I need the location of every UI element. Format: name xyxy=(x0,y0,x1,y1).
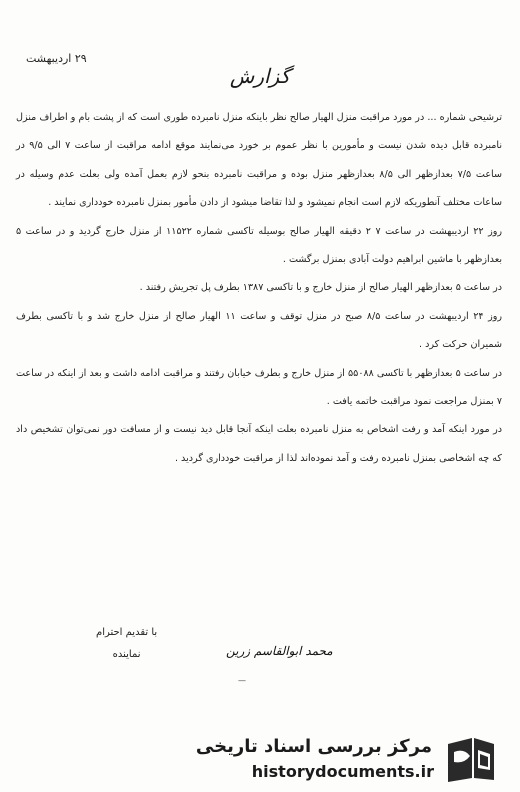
body-paragraph: در ساعت ۵ بعدازظهر الهیار صالح از منزل خارج و با تاکسی ۱۳۸۷ بطرف پل تجریش رفتند . xyxy=(139,282,502,294)
body-paragraph: در مورد اینکه آمد و رفت اشخاص به منزل نامبرده بعلت اینکه آنجا قابل دید نیست و از مسافت دور نمی‌توان تشخیص داد که چه اشخاصی بمنزل نامبرده رفت و آمد نموده‌اند لذا از مراقبت خودداری گردید . xyxy=(16,424,502,464)
document-title: گزارش xyxy=(229,64,291,88)
body-paragraph: روز ۲۴ اردیبهشت در ساعت ۸/۵ صبح در منزل توقف و ساعت ۱۱ الهیار صالح از منزل خارج شد و با تاکسی بطرف شمیران حرکت کرد . xyxy=(16,310,503,351)
body-paragraph: ترشیحی شماره ... در مورد مراقبت منزل الهیار صالح نظر باینکه منزل نامبرده طوری است که از پشت بام و اطراف منزل نامبرده قابل دیده شدن نیست و مأمورین با نظر عموم بر خورد می‌نمایند موقع ادامه مراقبت از ساعت ۷ الی ۹/۵ در ساعت ۷/۵ بعدازظهر الی ۸/۵ بعدازظهر منزل بوده و مراقبت نامبرده بنحو لازم بعمل آمده ولی بعلت عدم وسیله در ساعات مختلف آنطوریکه لازم است انجام نمیشود و لذا تقاضا میشود از دادن مأمور بمنزل نامبرده خودداری نمایند . xyxy=(16,112,503,209)
signature: محمد ابوالقاسم زرین xyxy=(226,644,333,658)
closing-respect: با تقدیم احترام xyxy=(96,627,158,638)
archive-logo-icon xyxy=(442,734,498,784)
archive-name: مرکز بررسی اسناد تاریخی xyxy=(195,736,432,757)
closing-role: نماینده xyxy=(112,649,141,660)
archive-url[interactable]: historydocuments.ir xyxy=(251,762,434,781)
signature-mark: — xyxy=(238,676,246,685)
body-paragraph: در ساعت ۵ بعدازظهر با تاکسی ۵۵۰۸۸ از منزل خارج و بطرف خیابان رفتند و مراقبت ادامه داشت و بعد از اینکه در ساعت ۷ بمنزل مراجعت نمود مراقبت خاتمه یافت . xyxy=(16,367,502,408)
watermark-footer xyxy=(0,726,520,792)
document-body xyxy=(16,104,502,473)
closing-block xyxy=(96,622,157,666)
document-date: ۲۹ اردیبهشت xyxy=(26,52,87,65)
body-paragraph: روز ۲۲ اردیبهشت در ساعت ۷ ۲ دقیقه الهیار صالح بوسیله تاکسی شماره ۱۱۵۲۲ از منزل خارج گردید و در ساعت ۵ بعدازظهر با ماشین ابراهیم دولت آبادی بمنزل برگشت . xyxy=(16,225,503,266)
